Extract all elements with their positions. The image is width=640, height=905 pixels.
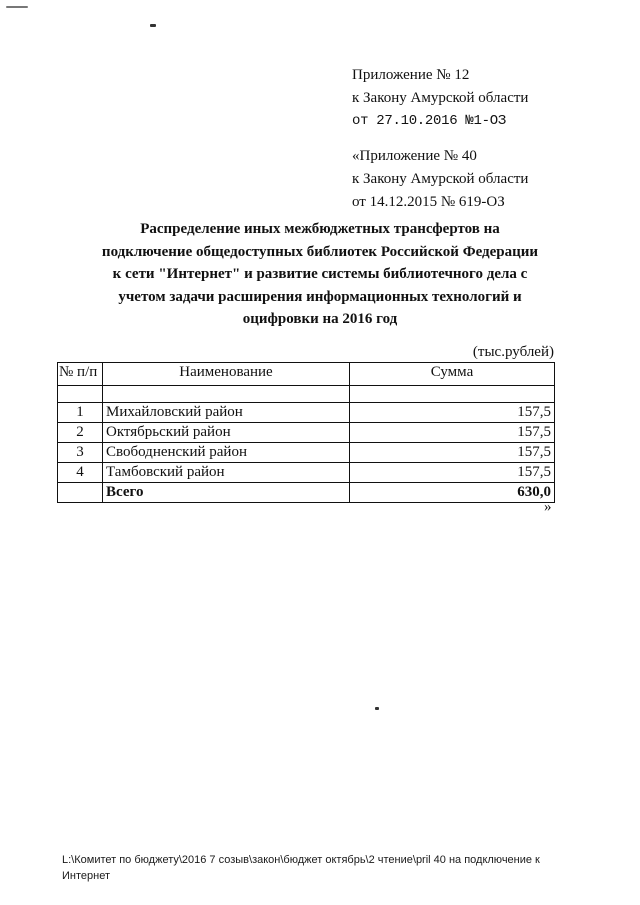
units-label: (тыс.рублей)	[472, 344, 554, 360]
row-name: Тамбовский район	[103, 463, 350, 483]
original-appendix-date: от 14.12.2015 № 619-ОЗ	[352, 194, 505, 210]
appendix-law: к Закону Амурской области	[352, 90, 529, 106]
header-name: Наименование	[103, 363, 350, 386]
appendix-reference	[352, 64, 612, 133]
total-label: Всего	[103, 483, 350, 503]
allocation-table	[57, 362, 555, 503]
closing-quote: »	[544, 499, 552, 515]
table-row	[58, 463, 555, 483]
table-header-row	[58, 363, 555, 386]
scan-speck	[375, 707, 379, 710]
original-appendix-number: «Приложение № 40	[352, 148, 477, 164]
row-number: 4	[58, 463, 103, 483]
row-name: Октябрьский район	[103, 423, 350, 443]
scan-speck	[150, 24, 156, 27]
header-number: № п/п	[58, 363, 103, 386]
title-line: оцифровки на 2016 год	[242, 311, 398, 327]
title-line: подключение общедоступных библиотек Российской Федерации	[101, 243, 539, 260]
row-number: 2	[58, 423, 103, 443]
row-name: Михайловский район	[103, 403, 350, 423]
appendix-number: Приложение № 12	[352, 67, 470, 83]
row-amount: 157,5	[350, 463, 555, 483]
header-amount: Сумма	[350, 363, 555, 386]
title-line: Распределение иных межбюджетных трансфертов на	[140, 221, 500, 237]
appendix-date: от 27.10.2016 №1-ОЗ	[352, 113, 506, 129]
table-row	[58, 443, 555, 463]
table-total-row	[58, 483, 555, 503]
row-number: 3	[58, 443, 103, 463]
document-title	[80, 218, 560, 331]
title-line: к сети "Интернет" и развитие системы библиотечного дела с	[112, 266, 528, 282]
table-spacer-row	[58, 386, 555, 403]
row-amount: 157,5	[350, 403, 555, 423]
row-name: Свободненский район	[103, 443, 350, 463]
row-number: 1	[58, 403, 103, 423]
original-appendix-reference	[352, 145, 612, 214]
row-amount: 157,5	[350, 423, 555, 443]
scan-speck	[6, 6, 28, 8]
table-row	[58, 423, 555, 443]
title-line: учетом задачи расширения информационных технологий и	[118, 288, 522, 305]
original-appendix-law: к Закону Амурской области	[352, 171, 529, 187]
file-path-footer: L:\Комитет по бюджету\2016 7 созыв\закон\бюджет октябрь\2 чтение\pril 40 на подключение к Интернет	[62, 854, 540, 882]
total-amount: 630,0	[350, 483, 555, 503]
table-row	[58, 403, 555, 423]
row-amount: 157,5	[350, 443, 555, 463]
